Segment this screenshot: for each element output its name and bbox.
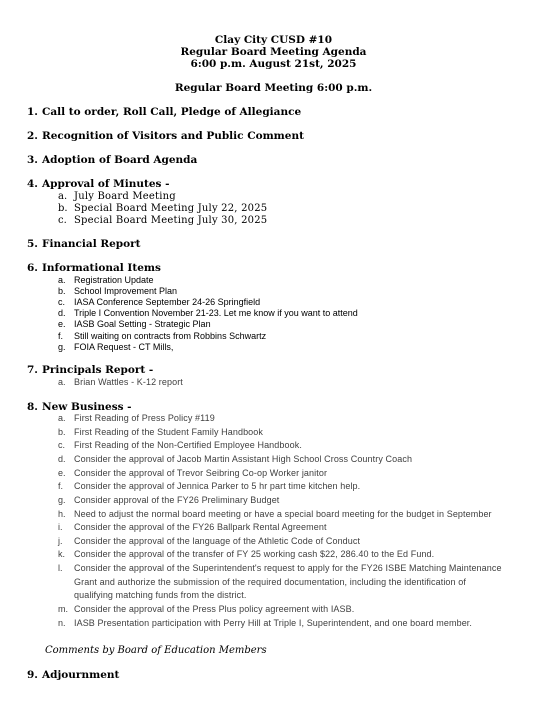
section-number: 4. (27, 178, 38, 190)
item-text: IASA Conference September 24-26 Springfield (74, 297, 261, 307)
section-title: Approval of Minutes - (42, 178, 170, 190)
item-letter: a. (58, 191, 68, 202)
item-text: Special Board Meeting July 22, 2025 (74, 203, 268, 214)
district-name: Clay City CUSD #10 (214, 34, 333, 46)
section-title: Adoption of Board Agenda (42, 154, 198, 166)
item-letter: b. (58, 203, 68, 214)
item-letter: c. (58, 440, 66, 450)
item-text: First Reading of the Student Family Handbook (74, 427, 263, 437)
item-letter: c. (58, 215, 67, 226)
item-text: IASB Goal Setting - Strategic Plan (74, 319, 211, 329)
item-text: Registration Update (74, 275, 154, 285)
item-text: Consider the approval of Trevor Seibring Co-op Worker janitor (74, 468, 328, 478)
section-number: 8. (27, 401, 38, 413)
section-number: 3. (27, 154, 38, 166)
item-text: IASB Presentation participation with Perry Hill at Triple I, Superintendent, and one board member. (74, 618, 473, 628)
section-title: Financial Report (42, 238, 141, 250)
item-text: Brian Wattles - K-12 report (74, 377, 183, 387)
item-letter: a. (58, 377, 66, 387)
section-title: Adjournment (42, 669, 120, 681)
item-letter: e. (58, 319, 66, 329)
item-text: Triple I Convention November 21-23. Let me know if you want to attend (74, 308, 358, 318)
meeting-subtitle: Regular Board Meeting 6:00 p.m. (174, 82, 373, 94)
item-letter: j. (58, 536, 63, 546)
section-call-to-order (27, 106, 301, 119)
item-letter: b. (58, 286, 66, 296)
item-text: Consider approval of the FY26 Preliminary Budget (74, 495, 280, 505)
item-text: qualifying matching funds from the district. (74, 590, 247, 600)
item-letter: d. (58, 308, 66, 318)
meeting-datetime: 6:00 p.m. August 21st, 2025 (190, 58, 357, 70)
section-recognition (27, 130, 304, 143)
item-letter: f. (58, 331, 64, 341)
item-text: Consider the approval of the language of the Athletic Code of Conduct (74, 536, 361, 546)
item-letter: f. (58, 481, 64, 491)
section-adoption (27, 154, 197, 167)
item-text: Consider the approval of the FY26 Ballpark Rental Agreement (74, 522, 327, 532)
item-text: July Board Meeting (74, 191, 176, 202)
agenda-title: Regular Board Meeting Agenda (180, 46, 367, 58)
item-letter: k. (58, 549, 66, 559)
item-letter: a. (58, 275, 66, 285)
section-minutes (27, 178, 169, 191)
item-letter: e. (58, 468, 66, 478)
item-letter: g. (58, 495, 66, 505)
item-letter: a. (58, 413, 66, 423)
section-principals (27, 364, 153, 377)
item-text: Grant and authorize the submission of the required documentation, including the identification of (74, 577, 466, 587)
section-title: Recognition of Visitors and Public Comment (42, 130, 304, 142)
section-title: Informational Items (42, 262, 161, 274)
section-number: 1. (27, 106, 38, 118)
section-number: 5. (27, 238, 38, 250)
item-letter: g. (58, 342, 66, 352)
item-text: Special Board Meeting July 30, 2025 (74, 215, 268, 226)
item-text: School Improvement Plan (74, 286, 178, 296)
item-letter: h. (58, 509, 66, 519)
item-letter: l. (58, 563, 63, 573)
section-title: New Business - (42, 401, 132, 413)
section-number: 9. (27, 669, 38, 681)
section-informational (27, 262, 161, 275)
item-letter: n. (58, 618, 66, 628)
item-text: Consider the approval of the Press Plus policy agreement with IASB. (74, 604, 355, 614)
section-adjournment (27, 669, 119, 682)
item-letter: m. (58, 604, 68, 614)
item-text: First Reading of the Non-Certified Employee Handbook. (74, 440, 302, 450)
item-letter: i. (58, 522, 63, 532)
board-comments: Comments by Board of Education Members (45, 645, 267, 656)
item-letter: c. (58, 297, 66, 307)
item-text: Still waiting on contracts from Robbins Schwartz (74, 331, 267, 341)
section-number: 6. (27, 262, 38, 274)
item-text: First Reading of Press Policy #119 (74, 413, 215, 423)
section-financial (27, 238, 140, 251)
item-text: Consider the approval of the transfer of FY 25 working cash $22, 286.40 to the Ed Fund. (74, 549, 435, 559)
section-title: Call to order, Roll Call, Pledge of Allegiance (42, 106, 302, 118)
item-text: FOIA Request - CT Mills, (74, 342, 174, 352)
item-letter: d. (58, 454, 66, 464)
item-text: Need to adjust the normal board meeting or have a special board meeting for the budget in September (74, 509, 492, 519)
item-letter: b. (58, 427, 66, 437)
section-title: Principals Report - (42, 364, 154, 376)
item-text: Consider the approval of Jacob Martin Assistant High School Cross Country Coach (74, 454, 413, 464)
item-text: Consider the approval of Jennica Parker to 5 hr part time kitchen help. (74, 481, 361, 491)
section-number: 2. (27, 130, 38, 142)
item-text: Consider the approval of the Superintendent's request to apply for the FY26 ISBE Matching Maintenance (74, 563, 502, 573)
section-number: 7. (27, 364, 38, 376)
